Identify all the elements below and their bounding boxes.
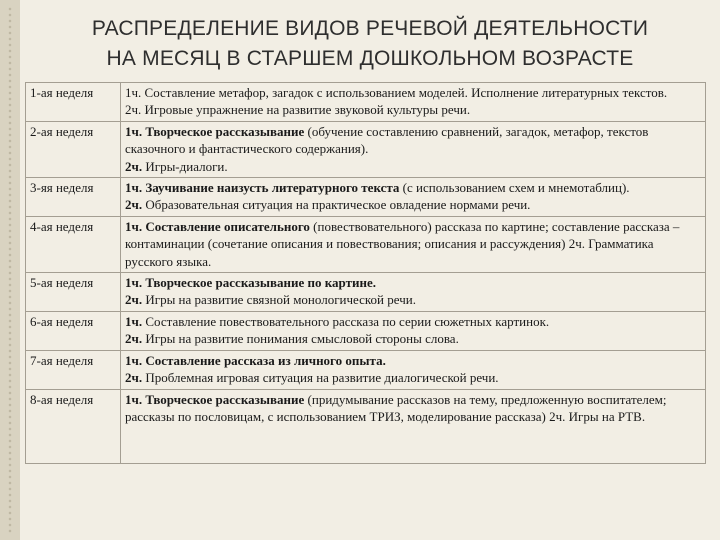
session-1 xyxy=(125,313,701,330)
session-lead: 1ч. xyxy=(125,313,143,329)
session-2 xyxy=(125,158,701,175)
session-text: Игры на развитие понимания смысловой стороны слова. xyxy=(142,331,459,347)
session-1 xyxy=(125,352,701,369)
session-1 xyxy=(125,84,701,101)
session-1 xyxy=(125,218,701,270)
session-text: Образовательная ситуация на практическое овладение нормами речи. xyxy=(142,197,531,213)
session-2 xyxy=(125,369,701,386)
session-text: 1ч. Составление метафор, загадок с использованием моделей. Исполнение литературных текстов. xyxy=(125,85,668,100)
session-1 xyxy=(125,179,701,196)
table-row xyxy=(26,121,706,177)
session-2 xyxy=(125,330,701,347)
session-text: Игры-диалоги. xyxy=(142,158,228,174)
week-label: 3-яя неделя xyxy=(26,178,121,217)
week-content xyxy=(121,83,706,122)
session-lead: 1ч. Творческое рассказывание xyxy=(125,123,305,139)
session-2 xyxy=(125,101,701,118)
table-row xyxy=(26,273,706,312)
week-label: 6-ая неделя xyxy=(26,311,121,350)
page-title xyxy=(20,14,720,74)
decorative-sidebar xyxy=(0,0,20,540)
session-text: Составление повествовательного рассказа по серии сюжетных картинок. xyxy=(142,313,550,329)
session-text: (с использованием схем и мнемотаблиц). xyxy=(399,180,630,196)
week-label: 1-ая неделя xyxy=(26,83,121,122)
week-content xyxy=(121,389,706,463)
session-lead: 1ч. Творческое рассказывание xyxy=(125,391,305,407)
session-2 xyxy=(125,196,701,213)
session-lead: 1ч. Составление рассказа из личного опыта. xyxy=(125,352,386,368)
table-row xyxy=(26,83,706,122)
session-lead: 1ч. Заучивание наизусть литературного текста xyxy=(125,180,400,196)
session-text: (придумывание рассказов на тему, предложенную воспитателем; рассказы по пословицам, с использованием ТРИЗ, моделирование рассказа) 2ч. Игры на РТВ. xyxy=(125,391,667,424)
session-text: Игры на развитие связной монологической речи. xyxy=(142,292,416,308)
table-row xyxy=(26,311,706,350)
session-1 xyxy=(125,123,701,158)
session-text: 2ч. Игровые упражнение на развитие звуковой культуры речи. xyxy=(125,102,471,118)
week-label: 2-ая неделя xyxy=(26,121,121,177)
session-text: Проблемная игровая ситуация на развитие диалогической речи. xyxy=(142,370,499,386)
week-content xyxy=(121,121,706,177)
session-1 xyxy=(125,391,701,426)
session-lead: 2ч. xyxy=(125,197,143,213)
session-lead: 1ч. Творческое рассказывание по картине. xyxy=(125,275,376,291)
table-row xyxy=(26,350,706,389)
session-text: (обучение составлению сравнений, загадок, метафор, текстов сказочного и фантастического содержания). xyxy=(125,123,649,157)
session-1 xyxy=(125,274,701,291)
week-label: 4-ая неделя xyxy=(26,216,121,272)
session-lead: 1ч. Составление описательного xyxy=(125,218,310,234)
week-content xyxy=(121,350,706,389)
week-content xyxy=(121,311,706,350)
session-2 xyxy=(125,291,701,308)
session-lead: 2ч. xyxy=(125,331,143,347)
session-lead: 2ч. xyxy=(125,292,143,308)
sidebar-dot-pattern xyxy=(8,6,12,534)
week-label: 7-ая неделя xyxy=(26,350,121,389)
table-row xyxy=(26,389,706,463)
week-content xyxy=(121,273,706,312)
title-line-2: НА МЕСЯЦ В СТАРШЕМ ДОШКОЛЬНОМ ВОЗРАСТЕ xyxy=(106,47,634,70)
week-content xyxy=(121,178,706,217)
week-label: 5-ая неделя xyxy=(26,273,121,312)
table-row xyxy=(26,178,706,217)
session-lead: 2ч. xyxy=(125,158,143,174)
session-text: (повествовательного) рассказа по картине; составление рассказа – контаминации (сочетание описания и повествования; описания и рассуждения) 2ч. Грамматика русского языка. xyxy=(125,218,680,269)
week-content xyxy=(121,216,706,272)
weekly-plan-table xyxy=(25,82,706,464)
title-line-1: РАСПРЕДЕЛЕНИЕ ВИДОВ РЕЧЕВОЙ ДЕЯТЕЛЬНОСТИ xyxy=(91,17,649,40)
week-label: 8-ая неделя xyxy=(26,389,121,463)
table-row xyxy=(26,216,706,272)
session-lead: 2ч. xyxy=(125,370,143,386)
